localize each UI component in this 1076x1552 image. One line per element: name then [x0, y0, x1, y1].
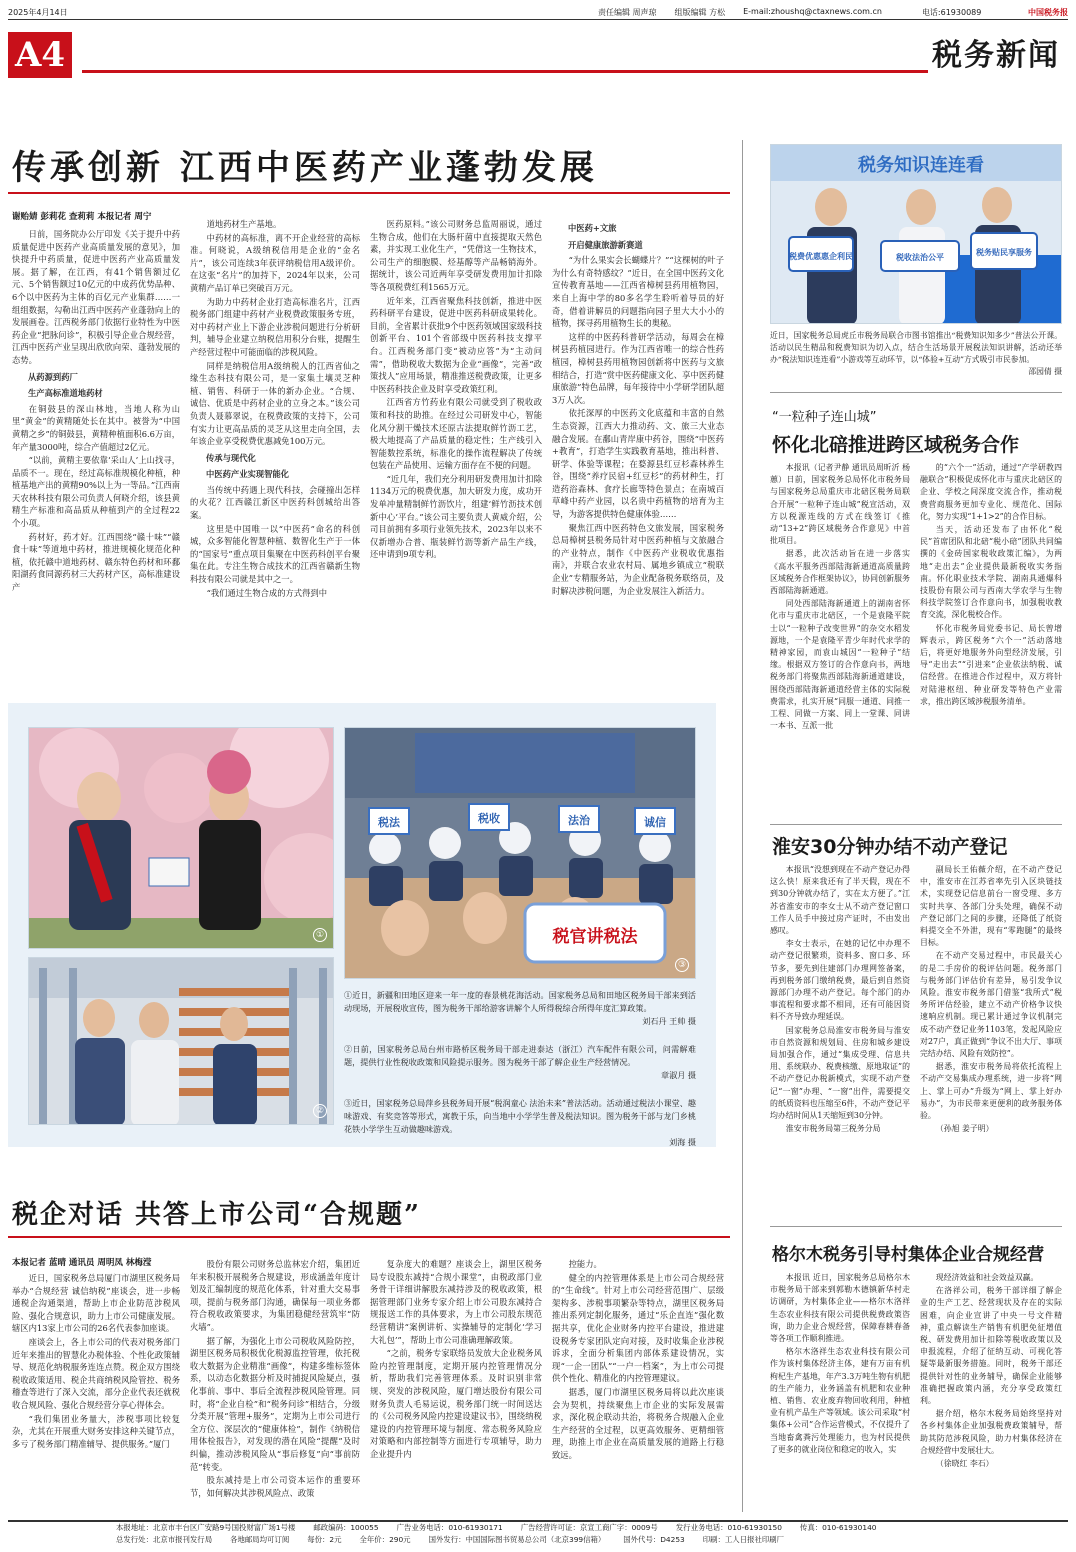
paragraph: 格尔木洛祥生态农业科技有限公司作为该村集体经济主体，建有万亩有机枸杞生产基地，年产3.3万吨生物有机肥的生产能力，业务涵盖有机肥和农业种植、销售、农业废弃物回收利用，种植业有机产品生产等领域。该公司采取“村集体+公司”合作运营模式，不仅提升了当地畜禽粪污处理能力，也为村民提供了更多的就业岗位和稳定的收入，实	[770, 1347, 910, 1454]
right-divider-1	[770, 392, 1062, 393]
photo-caption-1-text: ①近日，新疆和田地区迎来一年一度的春景桃花海活动。国家税务总局和田地区税务局干部来到活动现场，开展税收宣传，图为税务干部给游客讲解个人所得税综合所得年度汇算政策。	[344, 990, 696, 1013]
paragraph: 药材好，药才好。江西围绕“赣十味”“赣食十味”等道地中药材，推进规模化规范化种植，依托赣中道地药材、赣东特色药材和环鄱阳湖药食同源药材三大药材产区，高标准建设产	[12, 531, 180, 593]
footer-overseas: 国外发行：中国国际图书贸易总公司（北京399信箱）	[428, 1535, 606, 1544]
article1-column-3	[370, 218, 542, 690]
paragraph: 的“六个一”活动，通过“产学研教四融联合”积极促成怀化市与重庆北碚区的企业、学校之间深度交流合作，推动税费营商服务更加专业化、规范化、国际化，努力实现“1+1>2”的合作目标。	[920, 463, 1062, 521]
photo-caption-3-credit: 刘海 摄	[669, 1137, 696, 1147]
paragraph: 近日，国家税务总局厦门市湖里区税务局举办“合规经营 诚信纳税”座谈会，进一步畅通税企沟通渠道，帮助上市企业防范涉税风险、强化合规意识，助力上市公司健康发展。辖区内13家上市公司的26名代表参加座谈。	[12, 1273, 180, 1334]
footer-dist-phone: 发行业务电话：010-61930150	[675, 1523, 782, 1532]
layout-editor: 组版编辑 方松	[674, 8, 726, 17]
paragraph: 据悉，厦门市湖里区税务局将以此次座谈会为契机，持续聚焦上市企业的实际发展需求，深化税企联动共治，将税务合规融入企业生产经营的全过程，以更高效服务、更精细管理，助推上市企业在高质量发展的道路上行稳致远。	[552, 1386, 724, 1460]
paragraph: 股份有限公司财务总监林宏介绍，集团近年来积极开展税务合规建设，形成涵盖年度计划及汇编制度的规范化体系，针对重大交易事项，提前与税务部门沟通，确保每一项业务都符合税收政策要求，为集团稳健经营筑牢“防火墙”。	[190, 1259, 360, 1332]
paragraph: 淮安市税务局第三税务分局	[785, 1124, 881, 1134]
paragraph: 为助力中药材企业打造高标准名片，江西税务部门组建中药材产业税费政策服务专班，对中药材产业上下游企业涉税问题进行分析研判，辅导企业建立纳税信用积分台账，提醒生产经营过程中可能面临的涉税风险。	[190, 296, 360, 357]
paragraph: 在不动产交易过程中，市民最关心的是二手房价的税评估问题。税务部门与税务部门评估价有差异，易引发争议风险。淮安市税务部门借鉴“我所式”税务所评估经验，建立不动产价格争议快速响应机制。现已累计通过争议机制完成不动产登记业务1103笔，发起风险应对27户，真正做到“争议不出大厅、事项完结办结、风险有效防控”。	[920, 951, 1062, 1059]
right-photo-sign-3: 税务贴民享服务	[976, 248, 1032, 257]
right-photo-sign-2: 税收法治公平	[896, 253, 944, 262]
photo-1-image	[29, 728, 334, 949]
photo-1-number: ①	[313, 928, 327, 942]
paragraph: 当传统中药遇上现代科技，会碰撞出怎样的火花？江西赣江新区中医药科创城给出答案。	[190, 484, 360, 521]
paragraph: （徐晓红 李石）	[935, 1459, 994, 1469]
article1-byline: 谢贻婧 彭莉花 查莉莉 本报记者 周宁	[12, 212, 152, 222]
right-photo-sign-1: 税费优惠惠企利民	[789, 252, 853, 261]
subheading: 中医药+文旅	[568, 223, 617, 233]
footer-line-2	[8, 1534, 1068, 1546]
article2-rule	[8, 1236, 730, 1238]
right-divider-3	[770, 1226, 1062, 1227]
header-rule	[82, 70, 928, 73]
paragraph: 复杂度大的难题？座谈会上，湖里区税务局专设股东减持“合规小课堂”，由税政部门业务骨干详细讲解股东减持涉及的税收政策，根据管理部门业务专家介绍上市公司股东减持合规报送工作的具体要求，为上市公司股东规范经营精讲“案例讲析、实操辅导的定制化‘学习大礼包’”，帮助上市公司准确理解政策。	[370, 1259, 542, 1345]
paragraph: 日前，国务院办公厅印发《关于提升中药质量促进中医药产业高质量发展的意见》，加快提升中药质量，促进中医药产业高质量发展。据了解，在江西，有41个销售额过亿元、5个销售额过10亿元的中成药优势品种、6个以中医药为主体的百亿元产业集群……一组组数据，勾勒出江西中医药产业蓬勃向上的发展画卷。江西税务部门依据行业特性为中医药企业“把脉问诊”，积极引导企业合规经营，江西中医药产业呈现出欣欣向荣、蓬勃发展的态势。	[12, 229, 180, 365]
footer-printer: 印刷：工人日报社印刷厂	[702, 1535, 785, 1544]
paragraph: “我们集团业务量大，涉税事项比较复杂，尤其在开展重大财务安排这种关键节点，多亏了税务部门精准辅导、提供服务。”厦门	[12, 1413, 180, 1449]
photo-caption-3-text: ③近日，国家税务总局萍乡县税务局开展“税润童心 法治未来”普法活动。活动通过税法小课堂、趣味游戏、有奖竞答等形式，寓教于乐，向当地中小学学生普及税法知识。图为税务干部与龙门乡桃花铁小学学生互动做趣味游戏。	[344, 1098, 696, 1134]
paragraph: “以前，黄精主要依靠‘采山人’上山找寻，品质不一。现在，经过高标准规模化种植，种植基地产出的黄精90%以上为一等品。”江西南天农林科技有限公司负责人何晓介绍，该县黄精生产标准和高品质从种植到产的全过程22个小项。	[12, 455, 180, 529]
page-footer	[8, 1520, 1068, 1548]
paragraph: 近年来，江西省聚焦科技创新，推进中医药科研平台建设，促进中医药科研成果转化。目前，全省累计获批9个中医药领域国家级科技创新平台、101个省部级中医药科技支撑平台。江西税务部门变“被动应答”为“主动问需”，借助税收大数据为企业“画像”，完善“政策找人”应用场景，精准推送税费政策，让更多中医药科技企业及时享受政策红利。	[370, 295, 542, 394]
photo-caption-1-credit: 刘石丹 王帅 摄	[642, 1016, 696, 1026]
footer-overseas-code: 国外代号：D4253	[623, 1535, 685, 1544]
right-photo-image	[771, 145, 1062, 324]
right-article1-title: 怀化北碚推进跨区域税务合作	[772, 434, 1020, 456]
right-article2-column-1	[770, 864, 910, 1216]
paragraph: 本报讯（记者尹静 通讯员周昕沂 杨蕙）日前，国家税务总局怀化市税务局与国家税务总局重庆市北碚区税务局联合开展“一粒种子连山城”税宣活动，双方以税源连线的方式在线签订《推动“13+2”跨区域税务合作意见》中首批项目。	[770, 463, 910, 546]
paragraph: 聚焦江西中医药特色文旅发展，国家税务总局樟树县税务局针对中医药种植与文旅融合的产业特点，制作《中医药产业税收优惠指南》，并联合农业农村局、属地乡镇成立“税联企业”专精服务站，为企业配备税务联络员，及时解决涉税问题，为企业发展注入新活力。	[552, 522, 724, 596]
paragraph: 控能力。	[568, 1259, 602, 1269]
footer-postcode: 邮政编码：100055	[313, 1523, 379, 1532]
paragraph: 同处西部陆海新通道上的湖南省怀化市与重庆市北碚区，一个是袁隆平院士以“一粒种子改变世界”的杂交水稻发源地，一个是袁隆平青少年时代求学的精神家园，而袁山城因“一粒种子”结缘。根据双方签订的合作意向书，两地税务部门将聚焦西部陆海新通道建设，围绕西部陆海新通道经营主体的实际税费需求，扎实开展“同服一通道、同推一工程、同做一方案、同上一堂课、同讲一本书、互派一批	[770, 599, 910, 731]
article1-column-4	[552, 218, 724, 690]
photo-3-sign-text-1: 税法	[378, 816, 400, 829]
photo-caption-2	[344, 1043, 696, 1082]
photo-caption-2-text: ②日前，国家税务总局台州市路桥区税务局干部走进泰达（浙江）汽车配件有限公司，问需解难题，提供行业性税收政策和风险提示服务。图为税务干部了解企业生产经营情况。	[344, 1044, 696, 1067]
photo-3-sign-text-3: 法治	[568, 814, 590, 827]
footer-fax: 传真：010-61930140	[799, 1523, 877, 1532]
footer-ad-phone: 广告业务电话：010-61930171	[396, 1523, 503, 1532]
article2-column-1	[12, 1272, 180, 1514]
paragraph: 在洛祥公司，税务干部详细了解企业的生产工艺、经营现状及存在的实际困难，向企业宣讲了中央一号文件精神，重点解读生产销售有机肥免征增值税、研发费用加计扣除等税收政策以及申报流程，介绍了征纳互动、可视化答疑等最新服务措施。同时，税务干部还提供针对性的业务辅导，确保企业能够准确把握政策内涵，充分享受政策红利。	[920, 1286, 1062, 1406]
article2-byline: 本报记者 蓝晴 通讯员 周明凤 林梅滢	[12, 1258, 152, 1268]
right-article1-kicker: “一粒种子连山城”	[772, 410, 877, 425]
right-photo-caption-credit: 邵园倩 摄	[1028, 367, 1062, 376]
right-article3-column-2	[920, 1272, 1062, 1514]
paragraph: 据了解，为强化上市公司税收风险防控，湖里区税务局积极优化税源监控管理，依托税收大数据为企业精准“画像”，构建多维标签体系，以动态化数据分析及时捕捉风险疑点，强化事前、事中、事后全流程涉税风险管理。同时，将“企业自检”和“税务问诊”相结合，分级分类开展“管理+服务”，定期为上市公司进行全方位、深层次的“健康体检”，制作《纳税信用体检报告》，对发现的潜在风险“提醒”及时纠偏，推动涉税风险从“事后修复”向“事前防范”转变。	[190, 1335, 360, 1472]
paragraph: 股东减持是上市公司资本运作的重要环节，如何解决其涉税风险点、政策	[190, 1475, 360, 1498]
subheading: 开启健康旅游新赛道	[568, 239, 643, 250]
paragraph: 怀化市税务局党委书记、局长曾增辉表示，跨区税务“六个一”活动落地后，将更好地服务外向型经济发展，引导“走出去”“引进来”企业依法纳税、诚信经营。在推进合作过程中，双方将针对陆港枢纽、种业研发等特色产业需求，推出跨区域涉税服务清单。	[920, 623, 1062, 706]
footer-line-1	[8, 1522, 1068, 1534]
paragraph: 这样的中医药科普研学活动，每周会在樟树县药植园进行。作为江西省唯一的综合性药植园，樟树县药用植物园创新将中医药与文旅相结合，打造“赏中医药健康文化、享中医药健康旅游”特色品牌，每年接待中小学研学团队超3万人次。	[552, 331, 724, 405]
footer-ad-license: 广告经营许可证：京宣工商广字：0009号	[520, 1523, 658, 1532]
paragraph: 李女士表示，在她的记忆中办理不动产登记很繁琐，资料多、窗口多、环节多，要先到住建部门办理网签备案，再到税务部门缴纳税费，最后到自然资源部门办理不动产登记。每个部门的办事流程和要求都不相同，还有可能因资料不齐导致办理延误。	[770, 939, 910, 1022]
issue-date: 2025年4月14日	[8, 8, 68, 17]
paragraph: 现经济效益和社会效益双赢。	[935, 1273, 1039, 1282]
subheading: 传承与现代化	[206, 452, 256, 463]
article2-headline: 税企对话 共答上市公司“合规题”	[12, 1200, 421, 1230]
page-header	[8, 24, 1068, 84]
photo-3-sign-text-2: 税收	[478, 812, 500, 825]
article2-column-4	[552, 1258, 724, 1514]
paragraph: 据悉，淮安市税务局将依托流程上不动产交易集成办理系统，进一步将“网上、掌上可办”升级为“网上、掌上好办易办”，为市民带来更便利的政务服务体验。	[920, 1062, 1062, 1121]
paragraph: 依托深厚的中医药文化底蕴和丰富的自然生态资源，江西大力推动药、文、旅三大业态融合发展。在鄱山青岸康中药谷，围绕“中医药+教育”，打造学生实践教育基地，推出科普、研学、体验等课程；在婺源县红豆杉森林养生谷，围绕“养疗民宿+红豆杉”的药材种生，打造药浴森林、食疗长廊等特色景点；在南城百草峰中药产业园，以名贵中药植物的培育为主导，为游客提供特色健康体验……	[552, 408, 724, 520]
article1-column-1	[12, 228, 180, 690]
paragraph: “为什么果实会长蝴蝶片？”“这棵树的叶子为什么有奇特感纹？”近日，在全国中医药文化宣传教育基地——江西省樟树县药用植物园，来自上海中学的80多名学生聆听着导员的好奇，借着讲解员的问题指向园子里大大小小的植物，探寻药用植物生长的奥秘。	[552, 255, 724, 329]
chief-editor: 责任编辑 周声琼	[598, 8, 657, 17]
paragraph: 本报讯 近日，国家税务总局格尔木市税务局干部来到郭勒木德镇新华村走访调研，为村集体企业——格尔木洛祥生态农业科技有限公司提供税费政策咨询，助力企业合规经营，保障春耕春备等各项工作顺利推进。	[770, 1273, 910, 1344]
paragraph: 这里是中国唯一以“中医药”命名的科创城，众多智能化智慧种植、数智化生产于一体的“国家号”重点项目集聚在中医药科创平台聚集在此。专注生物合成技术的江西省赣新生物科技有限公司就是其中之一。	[190, 523, 360, 585]
subheading: 生产高标准道地药材	[28, 388, 103, 399]
photo-3-number: ③	[675, 958, 689, 972]
article2-column-2	[190, 1258, 360, 1514]
right-article2-title: 淮安30分钟办结不动产登记	[772, 836, 1008, 858]
article2-column-3	[370, 1258, 542, 1514]
page-number: A4	[8, 32, 72, 78]
photo-panel	[8, 703, 716, 1147]
editor-phone: 电话:61930089	[921, 8, 982, 17]
subheading: 中医药产业实现智能化	[206, 469, 289, 480]
right-photo-caption	[770, 330, 1062, 378]
paragraph: 在铜鼓县的深山林地，当地人称为山里“黄金”的黄精随处长在其中。被誉为“中国黄精之乡”的铜鼓县，黄精种植面积6.6万亩，年产量3000吨，综合产值超过2亿元。	[12, 403, 180, 452]
paragraph: “之前，税务专家联络员发放大企业税务风险内控管理制度，定期开展内控管理情况分析，帮助我们完善管理体系。及时识别非常规、突发的涉税风险，厦门增达股份有限公司财务负责人毛易运说，税务部门统一时间送达的《公司税务风险内控建设建议书》，围绕纳税建设的内控管理环境与制度、常态税务风险应对策略和内部控制等方面进行专项辅导，助力企业提升内	[370, 1348, 542, 1459]
right-divider-2	[770, 824, 1062, 825]
article1-rule	[8, 192, 730, 194]
photo-3-board-text: 税官讲税法	[552, 927, 638, 947]
paragraph: 据悉，此次活动旨在进一步落实《高水平服务西部陆海新通道高质量跨区域税务合作框架协议》，协同创新服务西部陆海新通道。	[770, 549, 910, 596]
photo-2-image	[29, 958, 334, 1125]
footer-address: 本报地址：北京市丰台区广安路9号国投财富广场1号楼	[116, 1523, 296, 1532]
footer-price: 每份：2元	[307, 1535, 342, 1544]
photo-2	[28, 957, 334, 1125]
paragraph: 中药材的高标准，离不开企业经营的高标准。何晓说，A级纳税信用是企业的“金名片”，该公司连续3年获评纳税信用A级评价。在这张“名片”的加持下，2024年以来，公司黄精产品订单已突破百万元。	[190, 232, 360, 293]
paragraph: “近几年，我们充分利用研发费用加计扣除1134万元的税费优惠，加大研发力度，成功开发单冲量精制鲜竹沥饮片，组建‘鲜竹沥技术创新中心’平台。”该公司主要负责人黄威介绍，公司目前拥有多项行业领先技术，2023年以来不仅新增办合普、瓶装鲜竹沥等新产品生产线，还申请到9项专利。	[370, 473, 542, 560]
paragraph: 同样是纳税信用A级纳税人的江西省仙之缘生态科技有限公司，是一家集土壤灵芝种植、销售、科研于一体的新办企业。“合规、诚信、优质是中药材企业的立身之本。”该公司负责人聂慕翠说，在税费政策的支持下，公司有实力让更高品质的灵芝从这里走向全国，去年该企业享受税费优惠减免100万元。	[190, 360, 360, 447]
photo-caption-3	[344, 1097, 696, 1149]
article1-headline: 传承创新 江西中医药产业蓬勃发展	[12, 148, 598, 188]
paragraph: 副局长王佑薇介绍，在不动产登记中，淮安市在江苏省率先引入区块链技术，实现登记信息前台一窗受理、多方实时共享、各部门分头处理，确保不动产登记部门之间的步骤，还降低了纸资料提交全不外泄，现有“零跑腿”的最终目标。	[920, 865, 1062, 948]
photo-3-image	[345, 728, 696, 979]
paper-name: 中国税务报	[1028, 8, 1068, 17]
right-photo	[770, 144, 1062, 324]
footer-annual-price: 全年价：290元	[359, 1535, 411, 1544]
paragraph: “我们通过生物合成的方式得到中	[206, 587, 327, 598]
paragraph: 道地药材生产基地。	[206, 219, 282, 229]
footer-distributor: 总发行处：北京市报刊发行局	[116, 1535, 213, 1544]
paragraph: 本报讯“没想到现在不动产登记办得这么快！原来我还有了半天假，现在不到30分钟就办结了，实在太方便了。”江苏省淮安市的李女士从不动产登记窗口工作人员手中接过房产证时，不由发出感叹。	[770, 865, 910, 936]
paragraph: 医药原料。”该公司财务总监周丽说，通过生物合成，他们在大肠杆菌中直接提取天然色素，并实现工业化生产，“凭借这一生物技术，公司生产的细胞膜、烃基醇等产品畅销海外。据统计，该公司近两年享受研发费用加计扣除等各项税费红利1565万元。	[370, 219, 542, 292]
paragraph: 座谈会上，各上市公司的代表对税务部门近年来推出的智慧化办税体验、个性化政策辅导、规范化纳税服务连连点赞。税企双方围绕税收政策适用、税企共商纳税风险管控、税务稽查等进行了深入交流，部分企业代表还就税收合规风险、强化合规经营分享心得体会。	[12, 1336, 180, 1410]
paragraph: 国家税务总局淮安市税务局与淮安市自然资源和规划局、住房和城乡建设局加强合作，通过“集成受理、信息共用、系统联办、税费核缴、原地取证”的不动产登记办税新模式，实现不动产登记“一窗”办理、“一窗”出件，需要提交的纸质资料也压缩至6件，不动产登记平均办结时间从1天缩短到30分钟。	[770, 1025, 910, 1121]
paragraph: （孙旭 姜子明）	[935, 1124, 994, 1134]
right-article1-column-2	[920, 462, 1062, 818]
right-article3-title: 格尔木税务引导村集体企业合规经营	[772, 1245, 1044, 1265]
footer-subscription: 各地邮局均可订阅	[230, 1535, 290, 1544]
column-divider	[742, 140, 743, 1512]
photo-2-number: ②	[313, 1104, 327, 1118]
right-article2-column-2	[920, 864, 1062, 1216]
masthead-info-bar	[8, 6, 1068, 20]
subheading: 从药源到药厂	[28, 371, 78, 382]
right-photo-caption-text: 近日，国家税务总局虎丘市税务局联合市图书馆推出“税费知识知多少”普法公开课。活动以民生精品和税费知识为切入点，结合生活场景开展税法知识讲解，活动还举办“税法知识连连看”小游戏等互动环节，以“体验+互动”方式吸引市民参加。	[770, 331, 1062, 364]
right-article3-column-1	[770, 1272, 910, 1514]
right-article1-column-1	[770, 462, 910, 818]
right-photo-banner-text: 税务知识连连看	[858, 155, 984, 176]
paragraph: 当天，活动还发布了由怀化“税民”首席团队和北碚“税小碚”团队共同编撰的《金砖国家税收政策汇编》，为两地“走出去”企业提供最新税收实务指南。怀化职业技术学院、湖南具通爆科技股份有限公司与西南大学农学与生物科技学院签订合作意向书，加强税收教育交流，深化税校合作。	[920, 525, 1062, 620]
photo-3-sign-text-4: 诚信	[644, 816, 666, 829]
paragraph: 据介绍，格尔木税务局始终坚持对各乡村集体企业加强税费政策辅导，帮助其防范涉税风险，助力村集体经济在合规经营中发展壮大。	[920, 1409, 1062, 1455]
paragraph: 江西省方竹药业有限公司就受到了税收政策和科技的助推。在经过公司研发中心，智能化风分割干燥技术还原古法提取鲜竹沥工艺，极大地提高了产品质量的稳定性；生产线引入智能数控系统，标准化的操作流程解决了传统包装在产品使用、运输方面存在不便的问题。	[370, 397, 542, 471]
editor-email: E-mail:zhoushq@ctaxnews.com.cn	[743, 7, 882, 16]
editors	[598, 7, 882, 18]
photo-caption-1	[344, 989, 696, 1028]
article1-column-2	[190, 218, 360, 690]
paragraph: 健全的内控管理体系是上市公司合规经营的“生命线”。针对上市公司经营范围广、层级架构多、涉税事项繁杂等特点，湖里区税务局推出系列定制化服务，通过“乐企直连”强化数据共享，优化企业财务内控平台建设，推进建设税务专家团队定向对接，及时收集企业涉税诉求，全面分析集团内部体系建设情况，实现“一企一团队”“一户一档案”，为上市公司提供个性化、精准化的内控管理建议。	[552, 1272, 724, 1384]
photo-caption-2-credit: 章淑月 摄	[661, 1070, 696, 1080]
section-title: 税务新闻	[932, 38, 1060, 73]
photo-3	[344, 727, 696, 979]
photo-1	[28, 727, 334, 949]
